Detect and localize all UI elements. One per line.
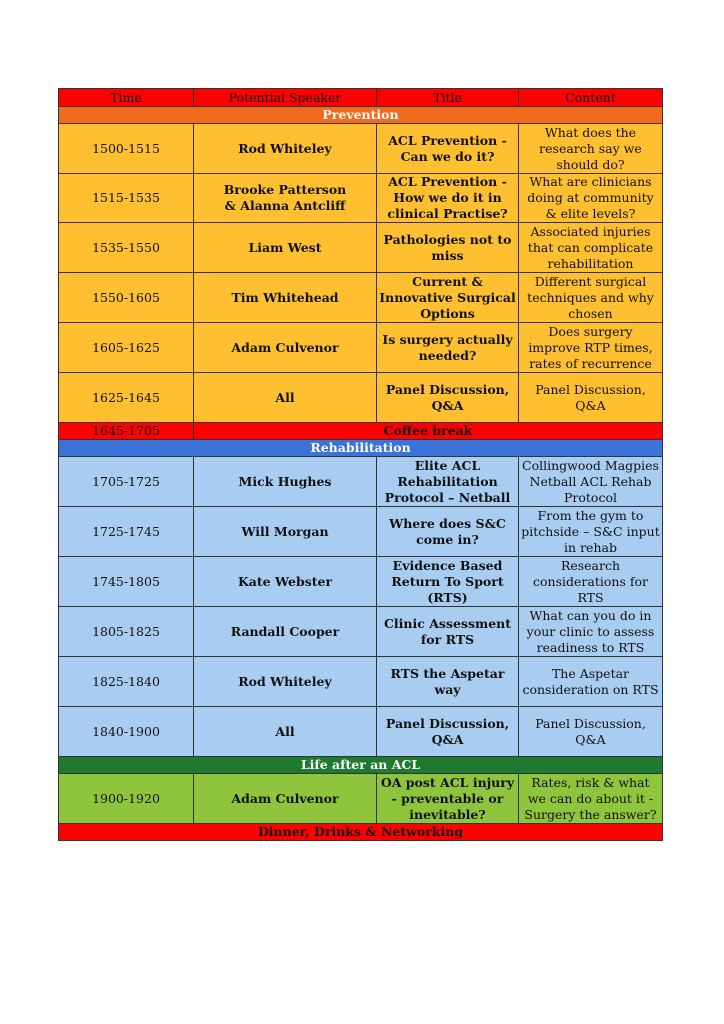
content-cell: Does surgery improve RTP times, rates of recurrence [519,323,663,373]
time-cell: 1805-1825 [59,607,194,657]
time-cell: 1840-1900 [59,707,194,757]
schedule-table [58,88,663,841]
content-cell: What can you do in your clinic to assess readiness to RTS [519,607,663,657]
coffee-break-row [59,423,663,440]
time-cell: 1725-1745 [59,507,194,557]
header-title: Title [377,89,519,107]
break-label: Coffee break [194,423,663,440]
table-row [59,223,663,273]
speaker-cell: Liam West [194,223,377,273]
title-cell: ACL Prevention - Can we do it? [377,124,519,174]
table-row [59,457,663,507]
content-cell: What does the research say we should do? [519,124,663,174]
speaker-cell: All [194,707,377,757]
title-cell: Current & Innovative Surgical Options [377,273,519,323]
content-cell: What are clinicians doing at community & elite levels? [519,174,663,223]
speaker-cell: Rod Whiteley [194,124,377,174]
table-row [59,557,663,607]
content-cell: Research considerations for RTS [519,557,663,607]
speaker-cell: Will Morgan [194,507,377,557]
content-cell: Panel Discussion, Q&A [519,707,663,757]
speaker-cell [194,174,377,223]
time-cell: 1515-1535 [59,174,194,223]
content-cell: From the gym to pitchside – S&C input in rehab [519,507,663,557]
time-cell: 1550-1605 [59,273,194,323]
title-cell: OA post ACL injury - preventable or inevitable? [377,774,519,824]
table-row [59,657,663,707]
title-cell: Is surgery actually needed? [377,323,519,373]
content-cell: The Aspetar consideration on RTS [519,657,663,707]
title-cell: Where does S&C come in? [377,507,519,557]
table-row [59,607,663,657]
speaker-cell: Rod Whiteley [194,657,377,707]
time-cell: 1535-1550 [59,223,194,273]
speaker-cell: Adam Culvenor [194,774,377,824]
section-prevention [59,107,663,124]
time-cell: 1705-1725 [59,457,194,507]
time-cell: 1605-1625 [59,323,194,373]
speaker-cell: Adam Culvenor [194,323,377,373]
title-cell: Pathologies not to miss [377,223,519,273]
header-row [59,89,663,107]
table-row [59,174,663,223]
time-cell: 1900-1920 [59,774,194,824]
section-life-after-label: Life after an ACL [59,757,663,774]
table-row [59,273,663,323]
table-row [59,707,663,757]
table-row [59,124,663,174]
content-cell: Different surgical techniques and why chosen [519,273,663,323]
time-cell: 1625-1645 [59,373,194,423]
speaker-cell: Randall Cooper [194,607,377,657]
table-row [59,774,663,824]
speaker-name: Brooke Patterson & Alanna Antcliff [223,182,347,213]
time-cell: 1825-1840 [59,657,194,707]
table-row [59,323,663,373]
speaker-cell: Kate Webster [194,557,377,607]
title-cell: Clinic Assessment for RTS [377,607,519,657]
time-cell: 1745-1805 [59,557,194,607]
table-row [59,507,663,557]
header-speaker: Potential Speaker [194,89,377,107]
section-rehabilitation [59,440,663,457]
table-row [59,373,663,423]
section-prevention-label: Prevention [59,107,663,124]
header-time: Time [59,89,194,107]
speaker-cell: All [194,373,377,423]
speaker-cell: Tim Whitehead [194,273,377,323]
closing-label: Dinner, Drinks & Networking [59,824,663,841]
speaker-cell: Mick Hughes [194,457,377,507]
section-life-after-acl [59,757,663,774]
time-cell: 1500-1515 [59,124,194,174]
header-content: Content [519,89,663,107]
title-cell: Elite ACL Rehabilitation Protocol – Netball [377,457,519,507]
break-time: 1645-1705 [59,423,194,440]
content-cell: Collingwood Magpies Netball ACL Rehab Protocol [519,457,663,507]
content-cell: Rates, risk & what we can do about it - Surgery the answer? [519,774,663,824]
title-cell: Panel Discussion, Q&A [377,707,519,757]
content-cell: Panel Discussion, Q&A [519,373,663,423]
title-cell: Evidence Based Return To Sport (RTS) [377,557,519,607]
title-cell: RTS the Aspetar way [377,657,519,707]
content-cell: Associated injuries that can complicate rehabilitation [519,223,663,273]
closing-row [59,824,663,841]
title-cell: ACL Prevention - How we do it in clinical Practise? [377,174,519,223]
title-cell: Panel Discussion, Q&A [377,373,519,423]
section-rehabilitation-label: Rehabilitation [59,440,663,457]
